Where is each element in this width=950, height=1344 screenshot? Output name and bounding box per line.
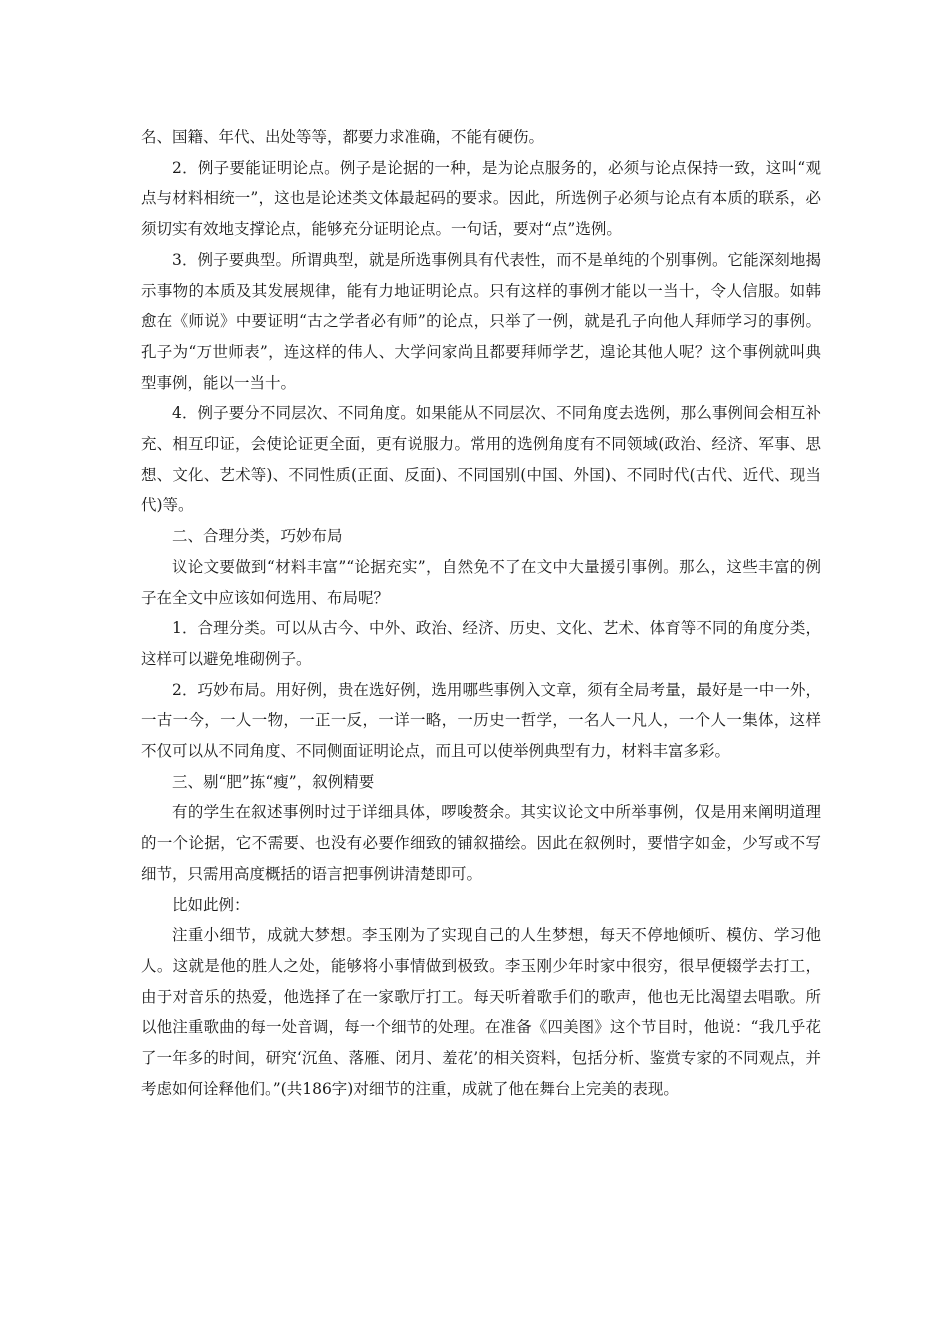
paragraph-classify: 1．合理分类。可以从古今、中外、政治、经济、历史、文化、艺术、体育等不同的角度分类，这样可以避免堆砌例子。 (141, 619, 821, 668)
paragraph-point-4: 4．例子要分不同层次、不同角度。如果能从不同层次、不同角度去选例，那么事例间会相互补充、相互印证，会使论证更全面，更有说服力。常用的选例角度有不同领域(政治、经济、军事、思想、文化、艺术等)、不同性质(正面、反面)、不同国别(中国、外国)、不同时代(古代、近代、现当代)等。 (141, 404, 821, 515)
paragraph-example: 注重小细节，成就大梦想。李玉刚为了实现自己的人生梦想，每天不停地倾听、模仿、学习他人。这就是他的胜人之处，能够将小事情做到极致。李玉刚少年时家中很穷，很早便辍学去打工，由于对音乐的热爱，他选择了在一家歌厅打工。每天听着歌手们的歌声，他也无比渴望去唱歌。所以他注重歌曲的每一处音调，每一个细节的处理。在准备《四美图》这个节目时，他说：“我几乎花了一年多的时间，研究‘沉鱼、落雁、闭月、羞花’的相关资料，包括分析、鉴赏专家的不同观点，并考虑如何诠释他们。”(共186字)对细节的注重，成就了他在舞台上完美的表现。 (141, 926, 821, 1098)
paragraph-continuation: 名、国籍、年代、出处等等，都要力求准确，不能有硬伤。 (141, 128, 545, 146)
paragraph-section-2-intro: 议论文要做到“材料丰富”“论据充实”，自然免不了在文中大量援引事例。那么，这些丰富的例子在全文中应该如何选用、布局呢？ (141, 557, 821, 607)
section-heading-2: 二、合理分类，巧妙布局 (172, 527, 343, 546)
paragraph-section-3-intro: 有的学生在叙述事例时过于详细具体，啰唆赘余。其实议论文中所举事例，仅是用来阐明道理的一个论据，它不需要、也没有必要作细致的铺叙描绘。因此在叙例时，要惜字如金，少写或不写细节，只需用高度概括的语言把事例讲清楚即可。 (141, 803, 821, 883)
paragraph-layout: 2．巧妙布局。用好例，贵在选好例，选用哪些事例入文章，须有全局考量，最好是一中一外，一古一今，一人一物，一正一反，一详一略，一历史一哲学，一名人一凡人，一个人一集体，这样不仅可以从不同角度、不同侧面证明论点，而且可以使举例典型有力，材料丰富多彩。 (141, 680, 821, 761)
section-heading-3: 三、剔“肥”拣“瘦”，叙例精要 (172, 772, 375, 791)
paragraph-point-3: 3．例子要典型。所谓典型，就是所选事例具有代表性，而不是单纯的个别事例。它能深刻地揭示事物的本质及其发展规律，能有力地证明论点。只有这样的事例才能以一当十，令人信服。如韩愈在《师说》中要证明“古之学者必有师”的论点，只举了一例，就是孔子向他人拜师学习的事例。孔子为“万世师表”，连这样的伟人、大学问家尚且都要拜师学艺，遑论其他人呢？这个事例就叫典型事例，能以一当十。 (141, 250, 821, 392)
document-body (141, 122, 821, 1105)
paragraph-point-2: 2．例子要能证明论点。例子是论据的一种，是为论点服务的，必须与论点保持一致，这叫“观点与材料相统一”，这也是论述类文体最起码的要求。因此，所选例子必须与论点有本质的联系，必须切实有效地支撑论点，能够充分证明论点。一句话，要对“点”选例。 (141, 158, 821, 239)
paragraph-example-lead: 比如此例： (172, 895, 250, 914)
